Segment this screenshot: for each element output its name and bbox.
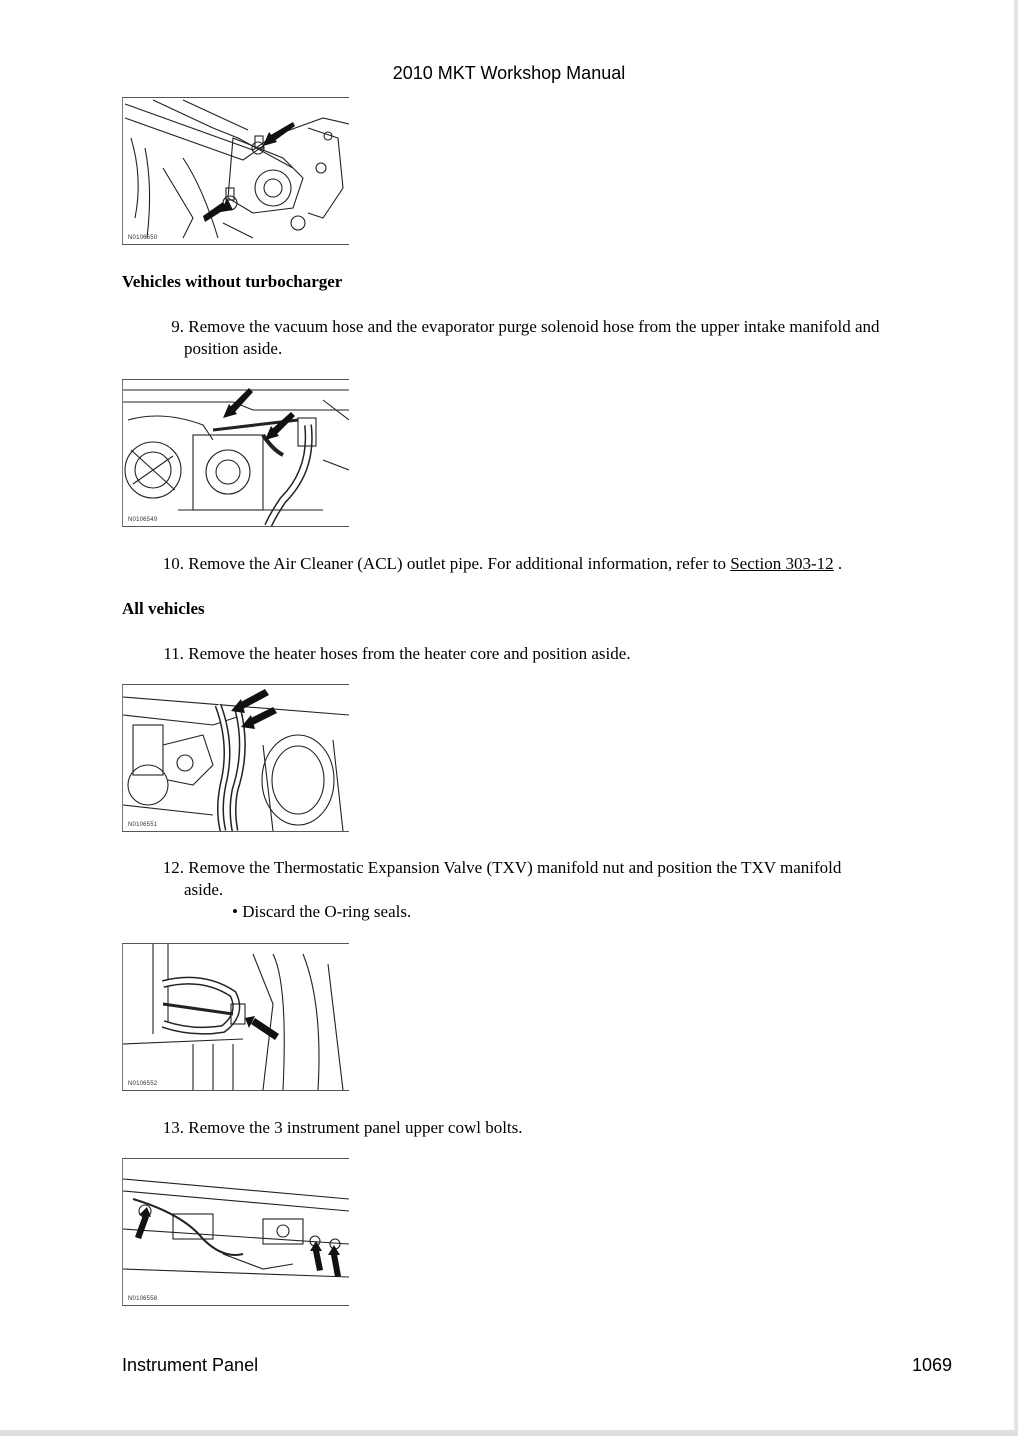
- step-13: [150, 1117, 950, 1139]
- page-edge-bottom: [0, 1430, 1018, 1436]
- step-text-continued: aside.: [184, 880, 224, 899]
- step-number: 13.: [162, 1118, 184, 1137]
- step-10: [150, 553, 950, 575]
- step-number: 10.: [162, 554, 184, 573]
- footer-section: Instrument Panel: [122, 1355, 259, 1375]
- step-bullet: • Discard the O-ring seals.: [232, 902, 412, 921]
- figure-vacuum-hose: [122, 379, 349, 527]
- figure-heater-hoses: [122, 684, 349, 832]
- page-header: 2010 MKT Workshop Manual: [392, 63, 626, 83]
- figure-cowl-bolts: [122, 1158, 349, 1306]
- step-text: Remove the 3 instrument panel upper cowl bolts.: [188, 1118, 523, 1137]
- heading-all-vehicles: All vehicles: [122, 599, 205, 618]
- step-number: 11.: [163, 644, 184, 663]
- step-text: Remove the Air Cleaner (ACL) outlet pipe. For additional information, refer to: [188, 554, 731, 573]
- page-edge: [1014, 0, 1018, 1436]
- figure-id: N0106551: [128, 822, 158, 828]
- footer-page-number: 1069: [911, 1355, 952, 1375]
- step-12: [150, 857, 950, 923]
- step-text: Remove the heater hoses from the heater core and position aside.: [188, 644, 631, 663]
- step-text-end: .: [833, 554, 843, 573]
- step-text: Remove the vacuum hose and the evaporator purge solenoid hose from the upper intake manifold and: [188, 317, 880, 336]
- figure-id: N0106558: [128, 1296, 158, 1302]
- heading-without-turbo: Vehicles without turbocharger: [122, 272, 343, 291]
- step-9: [150, 316, 950, 360]
- step-number: 12.: [162, 858, 184, 877]
- step-11: [150, 643, 950, 665]
- figure-id: N0106549: [128, 517, 158, 523]
- figure-bracket-nuts: [122, 97, 349, 245]
- section-link[interactable]: Section 303-12: [730, 554, 834, 573]
- step-text-continued: position aside.: [184, 339, 283, 358]
- step-text: Remove the Thermostatic Expansion Valve (TXV) manifold nut and position the TXV manifold: [188, 858, 842, 877]
- figure-txv-manifold: [122, 943, 349, 1091]
- figure-id: N0106552: [128, 1081, 158, 1087]
- figure-id: N0106550: [128, 235, 158, 241]
- step-number: 9.: [171, 317, 184, 336]
